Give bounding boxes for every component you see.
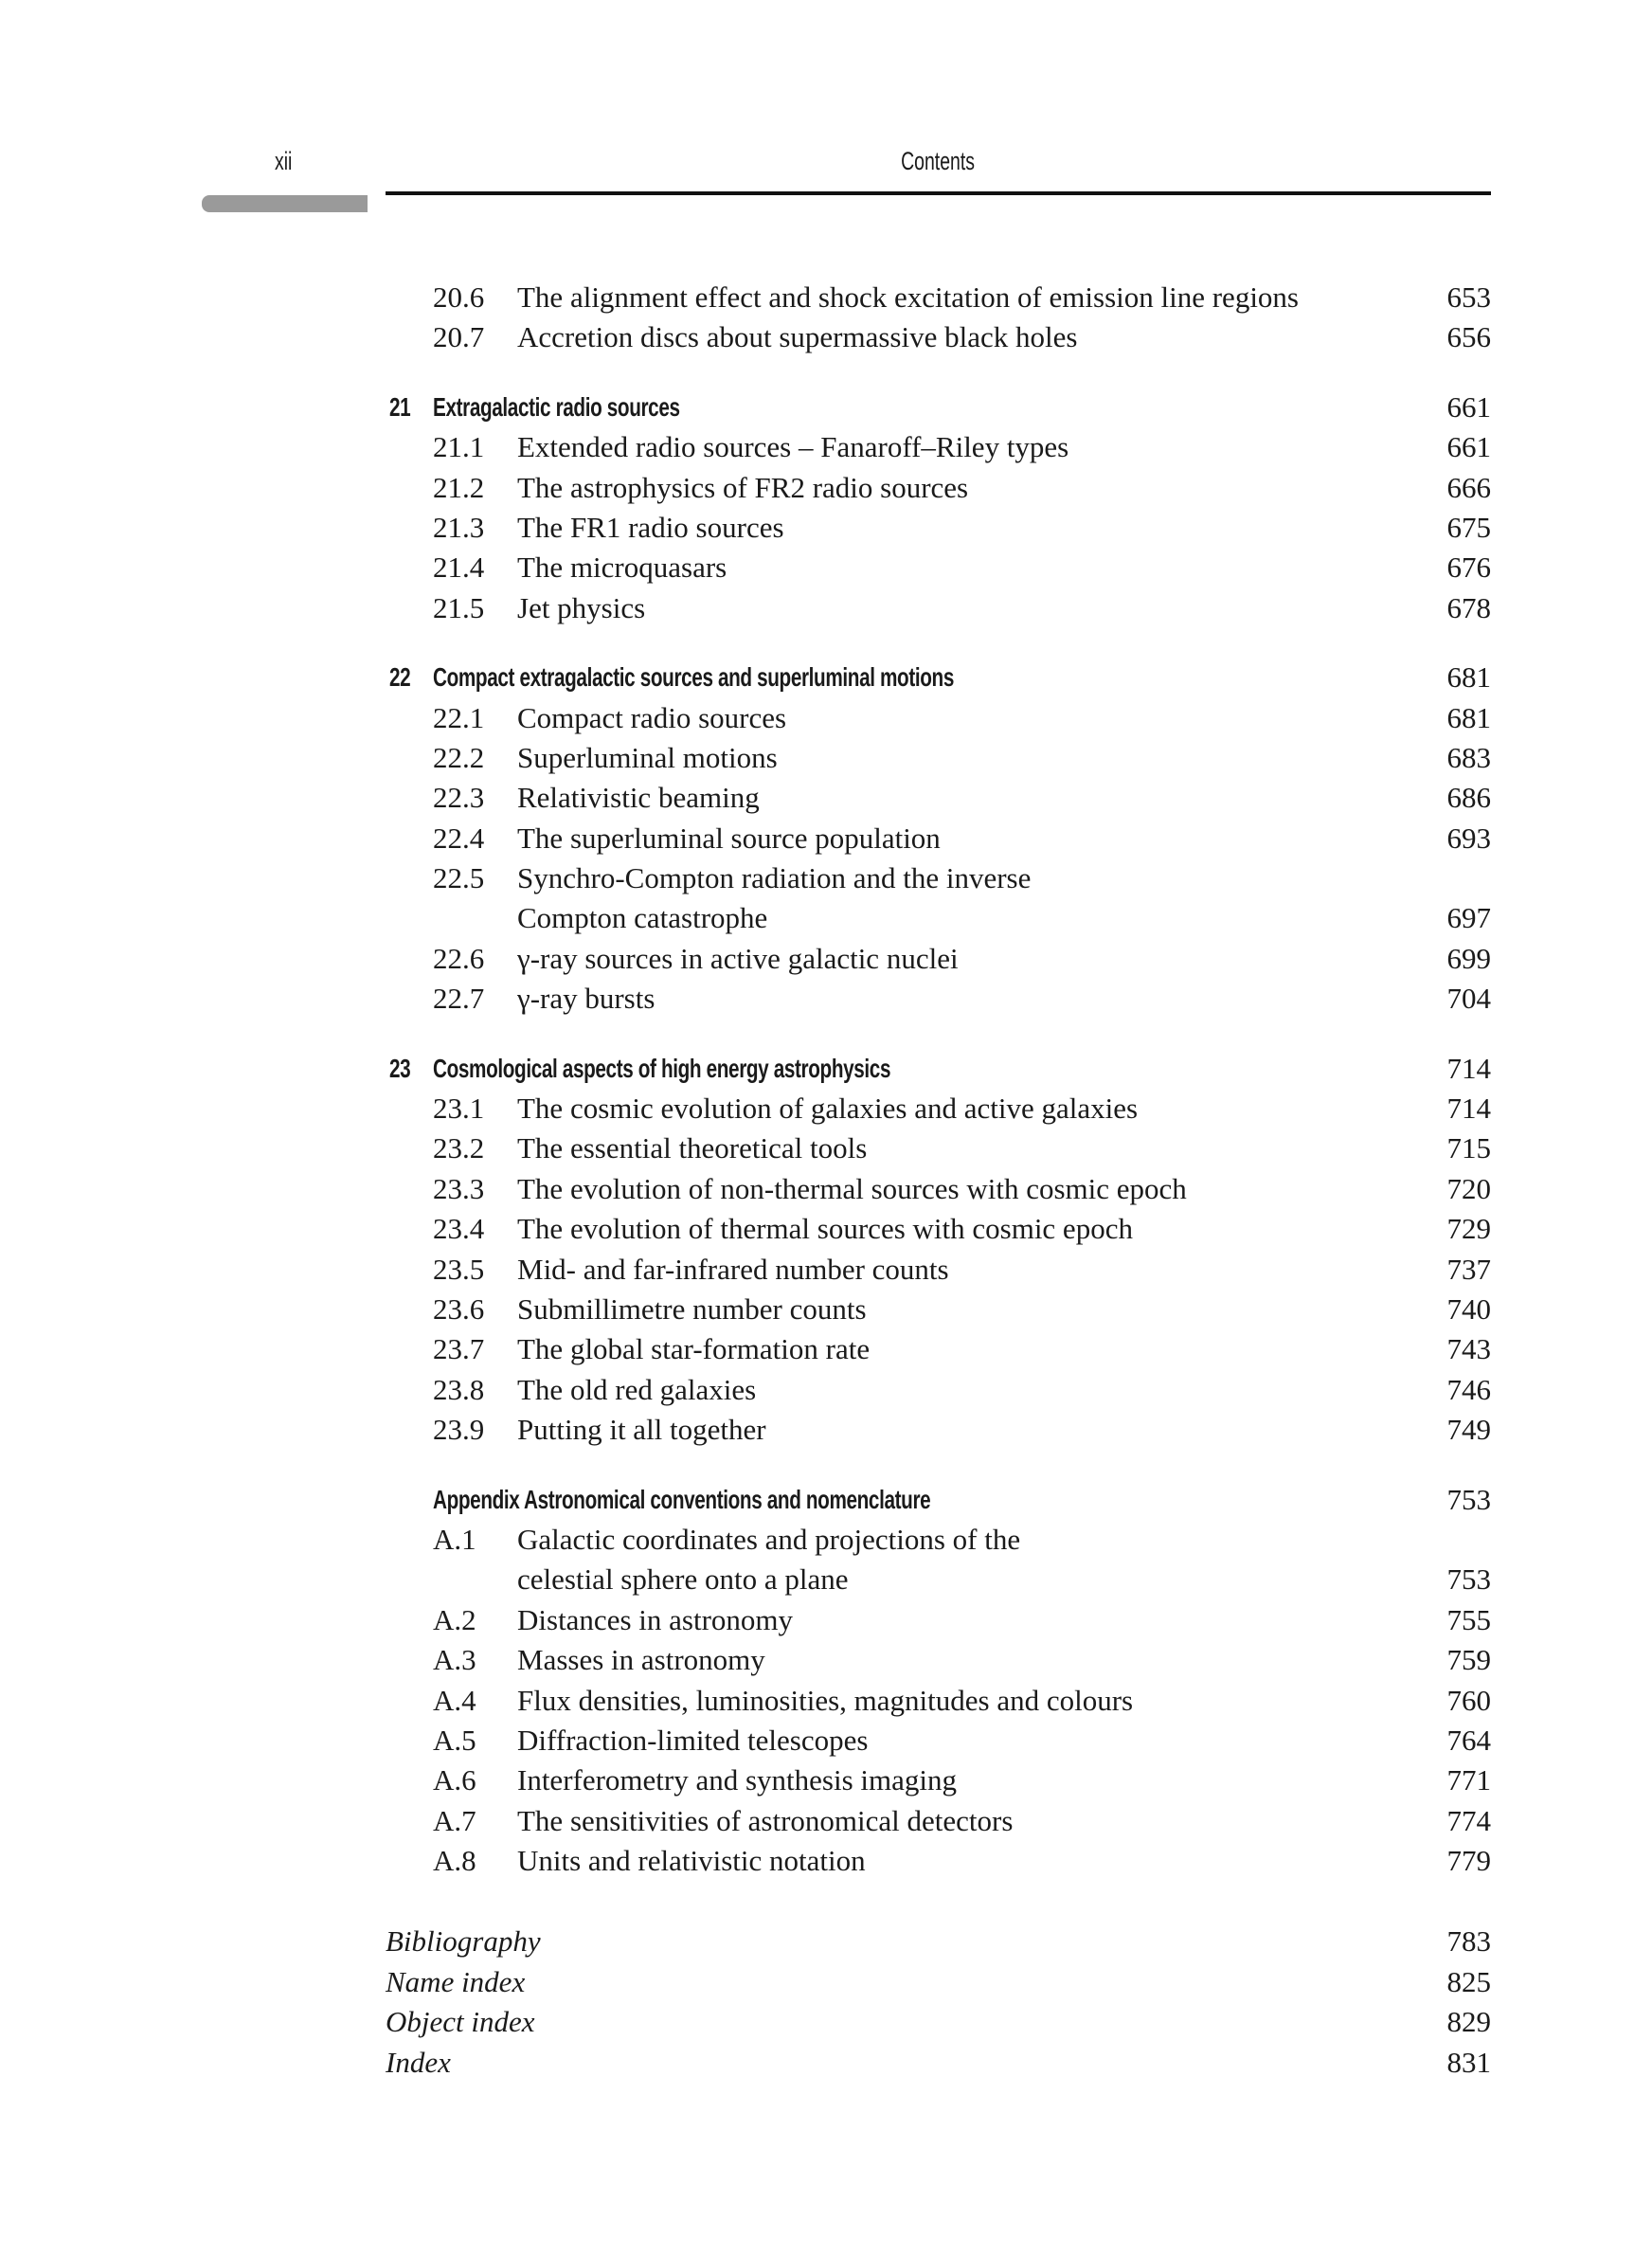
entry-number: 23.4: [433, 1212, 485, 1246]
entry-title: Name index: [386, 1964, 526, 1998]
entry-page: 740: [1446, 1291, 1491, 1326]
entry-title: Relativistic beaming: [517, 781, 760, 815]
back-matter-entry[interactable]: [0, 1962, 1652, 2002]
entry-title: Accretion discs about supermassive black holes: [517, 320, 1078, 354]
entry-page: 760: [1446, 1683, 1491, 1717]
entry-page: 753: [1446, 1482, 1491, 1516]
entry-number: 20.6: [433, 280, 485, 314]
group-spacer: [0, 1451, 1652, 1480]
section-entry[interactable]: [0, 778, 1652, 818]
entry-page: 675: [1446, 510, 1491, 544]
entry-title: The FR1 radio sources: [517, 510, 784, 544]
entry-page: 681: [1446, 660, 1491, 695]
entry-number: A.7: [433, 1803, 476, 1837]
back-matter-entry[interactable]: [0, 2043, 1652, 2083]
entry-title: Galactic coordinates and projections of the: [517, 1522, 1021, 1556]
entry-number: A.1: [433, 1522, 476, 1556]
entry-title: Object index: [386, 2005, 535, 2039]
section-entry[interactable]: [0, 278, 1652, 317]
entry-page: 759: [1446, 1643, 1491, 1677]
entry-title: Flux densities, luminosities, magnitudes and colours: [517, 1683, 1134, 1717]
entry-number: 23.1: [433, 1092, 485, 1126]
entry-title: Compact radio sources: [517, 700, 787, 734]
entry-page: 783: [1446, 1924, 1491, 1959]
section-entry[interactable]: [0, 898, 1652, 938]
group-spacer: [0, 628, 1652, 658]
entry-title: Appendix Astronomical conventions and nomenclature: [433, 1484, 931, 1514]
entry-page: 678: [1446, 590, 1491, 624]
section-entry[interactable]: [0, 1329, 1652, 1369]
entry-number: 22.1: [433, 700, 485, 734]
entry-number: A.3: [433, 1643, 476, 1677]
entry-number: 23.8: [433, 1372, 485, 1406]
section-entry[interactable]: [0, 588, 1652, 628]
entry-title: Synchro-Compton radiation and the inverse: [517, 861, 1032, 895]
entry-title: The alignment effect and shock excitation of emission line regions: [517, 280, 1299, 314]
entry-title: The essential theoretical tools: [517, 1131, 868, 1165]
running-title: Contents: [901, 147, 976, 175]
section-entry[interactable]: [0, 698, 1652, 738]
group-spacer: [0, 1020, 1652, 1049]
section-entry[interactable]: [0, 738, 1652, 778]
entry-number: 22.6: [433, 941, 485, 975]
entry-number: 23.3: [433, 1171, 485, 1205]
chapter-heading[interactable]: [0, 658, 1652, 697]
entry-title: Putting it all together: [517, 1413, 766, 1447]
entry-title: γ-ray sources in active galactic nuclei: [517, 941, 959, 975]
entry-number: 22.7: [433, 982, 485, 1016]
entry-title: The old red galaxies: [517, 1372, 757, 1406]
section-entry[interactable]: [0, 1841, 1652, 1881]
entry-number: 21.3: [433, 510, 485, 544]
entry-title: celestial sphere onto a plane: [517, 1562, 849, 1597]
entry-page: 729: [1446, 1212, 1491, 1246]
section-entry[interactable]: [0, 1410, 1652, 1450]
entry-page: 720: [1446, 1171, 1491, 1205]
entry-page: 666: [1446, 470, 1491, 504]
page-number: xii: [275, 147, 293, 175]
entry-page: 653: [1446, 280, 1491, 314]
entry-title: Distances in astronomy: [517, 1602, 794, 1636]
back-matter-entry[interactable]: [0, 2002, 1652, 2042]
entry-title: Mid- and far-infrared number counts: [517, 1252, 949, 1286]
entry-number: 22.5: [433, 861, 485, 895]
entry-page: 779: [1446, 1844, 1491, 1878]
entry-page: 686: [1446, 781, 1491, 815]
entry-page: 656: [1446, 320, 1491, 354]
chapter-heading[interactable]: [0, 1480, 1652, 1520]
entry-number: 22.2: [433, 740, 485, 774]
section-entry[interactable]: [0, 1209, 1652, 1249]
section-entry[interactable]: [0, 1760, 1652, 1800]
back-matter-entry[interactable]: [0, 1922, 1652, 1961]
entry-title: Interferometry and synthesis imaging: [517, 1763, 958, 1797]
entry-number: A.4: [433, 1683, 476, 1717]
entry-number: 23.2: [433, 1131, 485, 1165]
entry-page: 746: [1446, 1372, 1491, 1406]
entry-page: 771: [1446, 1763, 1491, 1797]
entry-page: 704: [1446, 982, 1491, 1016]
entry-title: Bibliography: [386, 1924, 541, 1959]
entry-title: Cosmological aspects of high energy astrophysics: [433, 1053, 891, 1083]
entry-page: 743: [1446, 1332, 1491, 1366]
entry-page: 714: [1446, 1051, 1491, 1085]
section-entry[interactable]: [0, 1128, 1652, 1168]
entry-number: 23.7: [433, 1332, 485, 1366]
entry-page: 661: [1446, 430, 1491, 464]
entry-page: 755: [1446, 1602, 1491, 1636]
entry-page: 774: [1446, 1803, 1491, 1837]
entry-title: Masses in astronomy: [517, 1643, 765, 1677]
section-entry[interactable]: [0, 1681, 1652, 1721]
entry-title: The cosmic evolution of galaxies and active galaxies: [517, 1092, 1139, 1126]
entry-title: Units and relativistic notation: [517, 1844, 866, 1878]
entry-page: 753: [1446, 1562, 1491, 1597]
entry-number: 22: [389, 662, 411, 693]
chapter-heading[interactable]: [0, 388, 1652, 427]
entry-number: A.8: [433, 1844, 476, 1878]
entry-title: Jet physics: [517, 590, 646, 624]
entry-title: The microquasars: [517, 551, 727, 585]
section-entry[interactable]: [0, 1290, 1652, 1329]
entry-number: 22.4: [433, 821, 485, 855]
section-entry[interactable]: [0, 1370, 1652, 1410]
entry-title: Superluminal motions: [517, 740, 778, 774]
entry-title: Diffraction-limited telescopes: [517, 1723, 869, 1757]
section-entry[interactable]: [0, 548, 1652, 587]
section-entry[interactable]: [0, 819, 1652, 858]
section-entry[interactable]: [0, 1600, 1652, 1640]
entry-page: 737: [1446, 1252, 1491, 1286]
entry-page: 676: [1446, 551, 1491, 585]
entry-number: 21.1: [433, 430, 485, 464]
entry-title: The evolution of non-thermal sources with cosmic epoch: [517, 1171, 1187, 1205]
entry-title: γ-ray bursts: [517, 982, 655, 1016]
entry-page: 661: [1446, 389, 1491, 424]
section-entry[interactable]: [0, 427, 1652, 467]
entry-title: The astrophysics of FR2 radio sources: [517, 470, 969, 504]
section-entry[interactable]: [0, 1169, 1652, 1209]
header-rule: [386, 191, 1491, 195]
table-of-contents: [0, 278, 1652, 2083]
entry-title: Compton catastrophe: [517, 901, 768, 935]
entry-number: 20.7: [433, 320, 485, 354]
entry-title: The global star-formation rate: [517, 1332, 871, 1366]
entry-page: 693: [1446, 821, 1491, 855]
section-entry[interactable]: [0, 858, 1652, 898]
thumb-tab-marker: [202, 195, 368, 212]
entry-title: The evolution of thermal sources with cosmic epoch: [517, 1212, 1133, 1246]
entry-title: Submillimetre number counts: [517, 1291, 867, 1326]
chapter-heading[interactable]: [0, 1049, 1652, 1089]
entry-title: Index: [386, 2045, 451, 2079]
entry-number: A.2: [433, 1602, 476, 1636]
entry-number: 21: [389, 391, 411, 422]
entry-page: 749: [1446, 1413, 1491, 1447]
entry-page: 681: [1446, 700, 1491, 734]
section-entry[interactable]: [0, 1560, 1652, 1599]
section-entry[interactable]: [0, 1801, 1652, 1841]
entry-number: 23: [389, 1053, 411, 1083]
entry-page: 715: [1446, 1131, 1491, 1165]
section-entry[interactable]: [0, 979, 1652, 1019]
entry-page: 714: [1446, 1092, 1491, 1126]
entry-title: Extended radio sources – Fanaroff–Riley types: [517, 430, 1069, 464]
entry-number: 22.3: [433, 781, 485, 815]
entry-title: Compact extragalactic sources and superluminal motions: [433, 662, 954, 693]
entry-title: Extragalactic radio sources: [433, 391, 680, 422]
section-entry[interactable]: [0, 508, 1652, 548]
entry-number: 23.6: [433, 1291, 485, 1326]
entry-number: 23.5: [433, 1252, 485, 1286]
entry-page: 699: [1446, 941, 1491, 975]
section-entry[interactable]: [0, 1250, 1652, 1290]
entry-title: The sensitivities of astronomical detectors: [517, 1803, 1014, 1837]
section-entry[interactable]: [0, 317, 1652, 357]
entry-number: A.5: [433, 1723, 476, 1757]
section-entry[interactable]: [0, 468, 1652, 508]
entry-number: 21.5: [433, 590, 485, 624]
section-entry[interactable]: [0, 1640, 1652, 1680]
group-spacer: [0, 1881, 1652, 1922]
section-entry[interactable]: [0, 939, 1652, 979]
section-entry[interactable]: [0, 1520, 1652, 1560]
section-entry[interactable]: [0, 1721, 1652, 1760]
entry-number: A.6: [433, 1763, 476, 1797]
entry-page: 829: [1446, 2005, 1491, 2039]
entry-page: 764: [1446, 1723, 1491, 1757]
entry-number: 21.4: [433, 551, 485, 585]
entry-page: 683: [1446, 740, 1491, 774]
group-spacer: [0, 358, 1652, 388]
entry-page: 831: [1446, 2045, 1491, 2079]
entry-page: 697: [1446, 901, 1491, 935]
entry-number: 23.9: [433, 1413, 485, 1447]
running-header: [386, 147, 1491, 176]
section-entry[interactable]: [0, 1089, 1652, 1128]
entry-page: 825: [1446, 1964, 1491, 1998]
entry-title: The superluminal source population: [517, 821, 941, 855]
entry-number: 21.2: [433, 470, 485, 504]
